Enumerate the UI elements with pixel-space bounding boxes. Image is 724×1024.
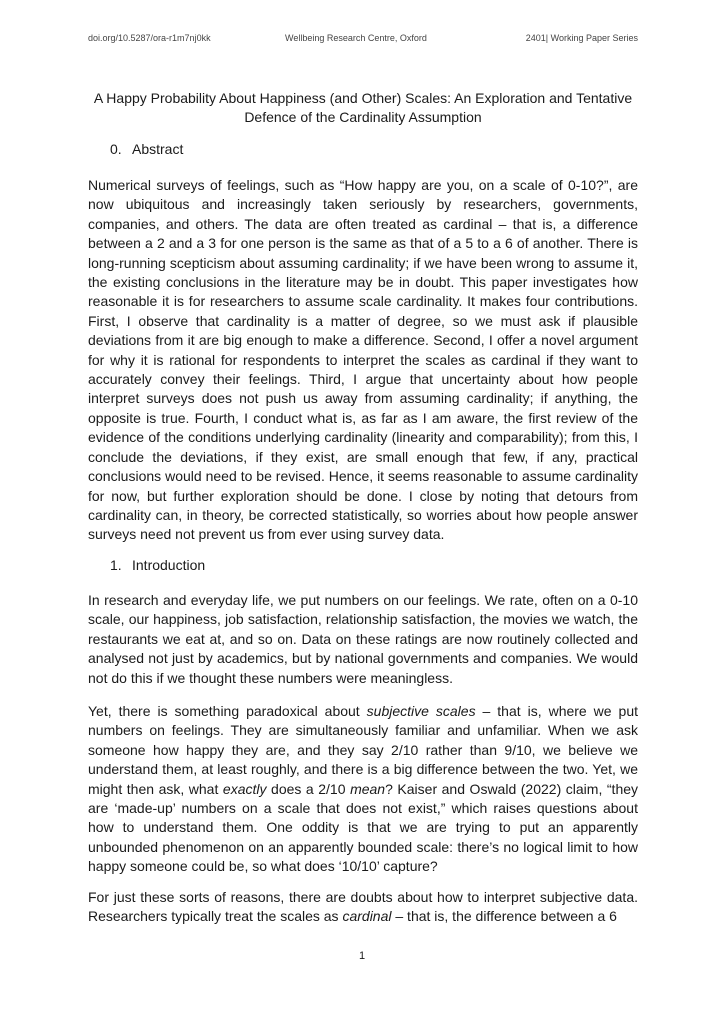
header-doi: doi.org/10.5287/ora-r1m7nj0kk (88, 33, 211, 43)
body-paragraph: In research and everyday life, we put numbers on our feelings. We rate, often on a 0-10 scale, our happiness, job satisfaction, relationship satisfaction, the movies we watch, the restaurants we eat at, and so on. Data on these ratings are now routinely collected and analysed not just by academics, but by national governments and companies. We would not do this if we thought these numbers were meaningless. (88, 592, 638, 686)
abstract-paragraph: Numerical surveys of feelings, such as “How happy are you, on a scale of 0-10?”, are now ubiquitous and increasingly taken seriously by researchers, governments, companies, and others. The data are often treated as cardinal – that is, a difference between a 2 and a 3 for one person is the same as that of a 5 to a 6 of another. There is long-running scepticism about assuming cardinality; if we have been wrong to assume it, the existing conclusions in the literature may be in doubt. This paper investigates how reasonable it is for researchers to assume scale cardinality. It makes four contributions. First, I observe that cardinality is a matter of degree, so we must ask if plausible deviations from it are big enough to make a difference. Second, I offer a novel argument for why it is rational for respondents to interpret the scales as cardinal if they want to accurately convey their feelings. Third, I argue that uncertainty about how people interpret surveys does not push us away from assuming cardinality; if anything, the opposite is true. Fourth, I conduct what is, as far as I am aware, the first review of the evidence of the conditions underlying cardinality (linearity and comparability); from this, I conclude the deviations, if they exist, are small enough that few, if any, practical conclusions would need to be revised. Hence, it seems reasonable to assume cardinality for now, but further exploration should be done. I close by noting that detours from cardinality can, in theory, be corrected statistically, so worries about how people answer surveys need not prevent us from ever using survey data. (88, 177, 638, 543)
body-paragraph: Yet, there is something paradoxical about subjective scales – that is, where we put numbers on feelings. They are simultaneously familiar and unfamiliar. When we ask someone how happy they are, and they say 2/10 rather than 9/10, we believe we understand them, at least roughly, and there is a big difference between the two. Yet, we might then ask, what exactly does a 2/10 mean? Kaiser and Oswald (2022) claim, “they are ‘made-up’ numbers on a scale that does not exist,” which raises questions about how to understand them. One oddity is that we are trying to put an apparently unbounded phenomenon on an apparently bounded scale: there’s no logical limit to how happy someone could be, so what does ‘10/10’ capture? (88, 703, 639, 875)
section-number: 1. (110, 557, 122, 573)
emphasis: exactly (222, 780, 267, 797)
section-title: Abstract (132, 141, 184, 157)
emphasis: mean (350, 780, 386, 797)
emphasis: cardinal (342, 908, 392, 925)
section-heading-abstract (110, 140, 183, 159)
emphasis: subjective scales (366, 703, 476, 719)
page-number: 1 (358, 950, 366, 962)
paper-title: A Happy Probability About Happiness (and Other) Scales: An Exploration and Tentative Defence of the Cardinality Assumption (93, 90, 633, 125)
header-institution: Wellbeing Research Centre, Oxford (285, 33, 427, 43)
body-paragraph: For just these sorts of reasons, there are doubts about how to interpret subjective data. Researchers typically treat the scales as cardinal – that is, the difference between a 6 (88, 889, 638, 925)
header-series: 2401| Working Paper Series (525, 33, 638, 43)
section-title: Introduction (132, 557, 206, 573)
running-header (88, 33, 638, 45)
section-heading-introduction (110, 556, 205, 575)
section-number: 0. (110, 141, 122, 157)
